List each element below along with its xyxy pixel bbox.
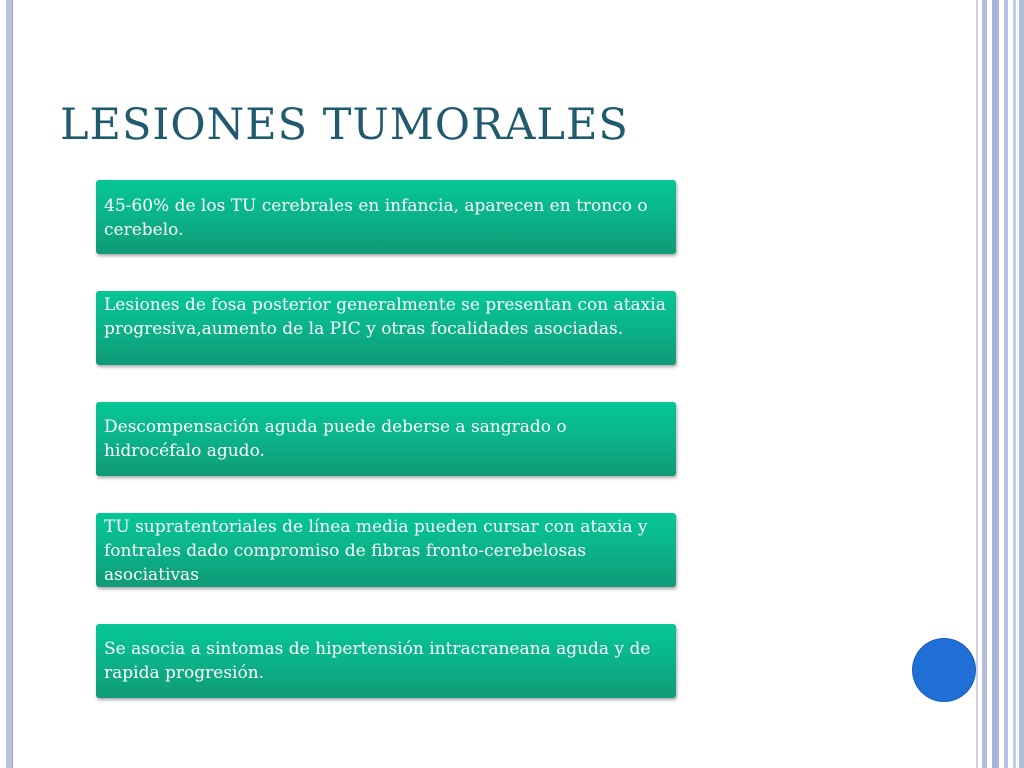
bullet-box: Se asocia a sintomas de hipertensión intracraneana aguda y de rapida progresión. xyxy=(96,624,676,698)
right-border-stripe xyxy=(992,0,999,768)
bullet-box: 45-60% de los TU cerebrales en infancia, aparecen en tronco o cerebelo. xyxy=(96,180,676,254)
left-border-rule xyxy=(6,0,13,768)
right-border-stripe xyxy=(1013,0,1016,768)
slide-title: LESIONES TUMORALES xyxy=(60,100,629,150)
right-border-stripe xyxy=(976,0,978,768)
right-border-stripe xyxy=(1019,0,1024,768)
bullet-box: TU supratentoriales de línea media pueden cursar con ataxia y fontrales dado compromiso de fibras fronto-cerebelosas asociativas xyxy=(96,513,676,587)
bullet-box: Descompensación aguda puede deberse a sangrado o hidrocéfalo agudo. xyxy=(96,402,676,476)
decorative-circle xyxy=(913,639,975,701)
right-border-stripe xyxy=(982,0,987,768)
right-border-stripe xyxy=(1004,0,1008,768)
bullet-box: Lesiones de fosa posterior generalmente se presentan con ataxia progresiva,aumento de la PIC y otras focalidades asociadas. xyxy=(96,291,676,365)
